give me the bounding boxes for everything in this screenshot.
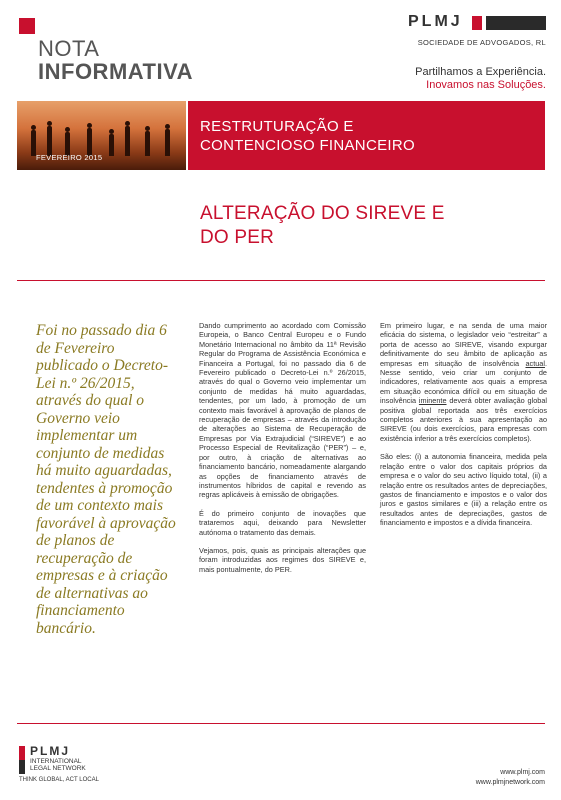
article-title-line1: ALTERAÇÃO DO SIREVE E — [200, 203, 445, 224]
section-title-line1: RESTRUTURAÇÃO E — [200, 118, 354, 135]
paragraph: Dando cumprimento ao acordado com Comissão Europeia, o Banco Central Europeu e o Fundo Monetário Internacional no âmbito da 11ª Revisão Regular do Programa de Assistência Económica e Financeira a Portugal, foi no passado dia 6 de Fevereiro publicado o Decreto-Lei n.º 26/2015, através do qual o Governo veio implementar um conjunto de medidas há muito aguardadas, tendentes, por um lado, à promoção de um contexto mais favorável à aprovação de planos de recuperação de empresas – através da introdução de alterações ao Sistema de Recuperação de Empresas por Via Extrajudicial (“SIREVE”) e ao Processo Especial de Revitalização (“PER”) – e, por outro, à criação de alternativas ao financiamento bancário, nomeadamente alargando as opções de financiamento através de instrumentos híbridos de capital e revendo as regras aplicáveis à emissão de obrigações. — [199, 321, 366, 500]
paragraph-text: . Nesse sentido, veio criar um conjunto de indicadores, relativamente aos quais a empresa em situação económica difícil ou em situação de insolvência — [380, 358, 547, 406]
footer-network-line2: LEGAL NETWORK — [30, 765, 86, 772]
banner-section — [188, 101, 545, 170]
paragraph-text: deverá obter avaliação global positiva global reportada aos três exercícios completos anteriores à sua apresentação ao SIREVE (ou dois exercícios, para empresas com existência inferior a três exercícios completos). — [380, 396, 547, 443]
footer-logo-red-bar — [19, 746, 25, 760]
logo-dark-bar — [486, 16, 546, 30]
logo-red-bar — [472, 16, 482, 30]
tagline-solutions: Inovamos nas Soluções. — [426, 79, 546, 91]
logo-subtitle: SOCIEDADE DE ADVOGADOS, RL — [417, 38, 546, 47]
divider-bottom — [17, 723, 545, 724]
paragraph: Vejamos, pois, quais as principais alterações que foram introduzidas aos regimes dos SIREVE e, mais pontualmente, do PER. — [199, 545, 366, 574]
doc-type-line1: NOTA — [38, 36, 100, 61]
footer-link-plmjnetwork[interactable]: www.plmjnetwork.com — [475, 779, 545, 786]
underlined-term: actual — [525, 358, 545, 368]
issue-date: FEVEREIRO 2015 — [36, 153, 103, 162]
paragraph-text: Em primeiro lugar, e na senda de uma maior eficácia do sistema, o legislador veio “estreitar” a porta de acesso ao SIREVE, visando expurgar definitivamente do seu âmbito de aplicação as empresas em situação de insolvência — [380, 321, 547, 368]
pull-quote: Foi no passado dia 6 de Fevereiro publicado o Decreto-Lei n.º 26/2015, através do qual o Governo veio implementar um conjunto de medidas há muito aguardadas, tendentes à promoção de um contexto mais favorável à aprovação de planos de recuperação de empresas e à criação de alternativas ao financiamento bancário. — [36, 322, 176, 637]
paragraph: É do primeiro conjunto de inovações que trataremos aqui, deixando para Newsletter autónoma o tratamento das demais. — [199, 508, 366, 537]
header-red-square — [19, 18, 35, 34]
footer-logo-dark-bar — [19, 760, 25, 774]
article-title-line2: DO PER — [200, 227, 275, 248]
footer-link-plmj[interactable]: www.plmj.com — [500, 769, 545, 776]
divider-top — [17, 280, 545, 281]
article-column-1 — [199, 321, 366, 583]
plmj-logo — [408, 14, 546, 30]
article-title — [200, 202, 530, 250]
tagline-experience: Partilhamos a Experiência. — [415, 66, 546, 78]
footer-logo-text: PLMJ — [30, 744, 71, 758]
footer-slogan: THINK GLOBAL, ACT LOCAL — [19, 777, 99, 783]
logo-text: PLMJ — [408, 13, 463, 30]
paragraph: São eles: (i) a autonomia financeira, medida pela relação entre o valor dos capitais próprios da empresa e o valor do seu activo líquido total, (ii) a relação entre os resultados antes de depreciações, gastos de financiamento e impostos e o valor dos juros e gastos similares e (iii) a relação entre os resultados antes de depreciações, gastos de financiamento e impostos e a dívida financeira. — [380, 452, 547, 528]
underlined-term: iminente — [418, 396, 447, 406]
article-column-2 — [380, 321, 547, 537]
paragraph — [380, 321, 547, 443]
footer-network-line1: INTERNATIONAL — [30, 758, 82, 765]
section-title-line2: CONTENCIOSO FINANCEIRO — [200, 137, 415, 154]
doc-type-line2: INFORMATIVA — [38, 59, 193, 84]
